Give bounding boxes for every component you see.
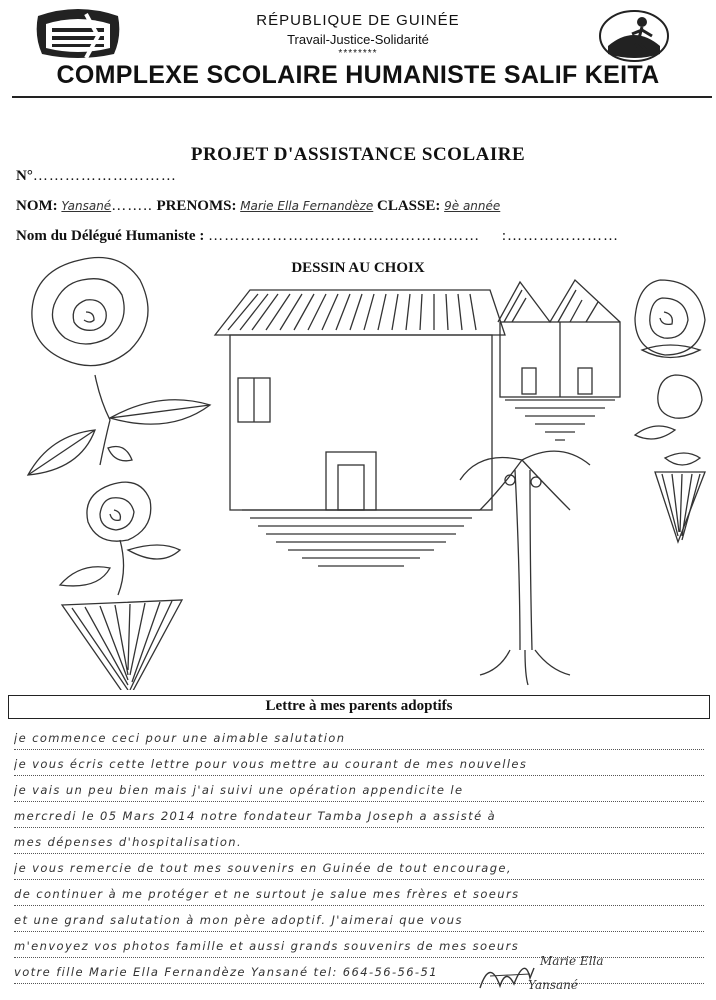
- rose-right-icon: [635, 280, 705, 465]
- country-name: RÉPUBLIQUE DE GUINÉE: [256, 12, 460, 29]
- form-title: PROJET D'ASSISTANCE SCOLAIRE: [190, 144, 526, 165]
- prenoms-value: Marie Ella Fernandèze: [240, 199, 374, 213]
- letter-line: je vous remercie de tout mes souvenirs en Guinée de tout encourage,: [14, 854, 704, 880]
- delegue-row: [16, 228, 619, 245]
- pencil-drawing: [10, 250, 710, 690]
- header-divider: [12, 96, 712, 98]
- house-icon: [215, 290, 505, 566]
- header-stars: ********: [338, 48, 378, 59]
- leaf-icon: [28, 400, 210, 475]
- identity-row: [16, 198, 500, 215]
- number-label: N°: [16, 168, 33, 184]
- number-dots: ………………………: [32, 168, 177, 184]
- letter-line: votre fille Marie Ella Fernandèze Yansané tel: 664-56-56-51: [14, 958, 704, 984]
- palm-tree-icon: [460, 451, 590, 685]
- letter-line: je vais un peu bien mais j'ai suivi une opération appendicite le: [14, 776, 704, 802]
- school-name: COMPLEXE SCOLAIRE HUMANISTE SALIF KEITA: [56, 61, 660, 89]
- letter-line: m'envoyez vos photos famille et aussi grands souvenirs de mes soeurs: [14, 932, 704, 958]
- delegue-dots: ……………………………………………: [208, 228, 481, 244]
- delegue-dots-2: :…………………: [501, 228, 619, 244]
- vase-right-icon: [655, 472, 705, 542]
- letter-title: Lettre à mes parents adoptifs: [265, 698, 453, 714]
- letter-line: mercredi le 05 Mars 2014 notre fondateur Tamba Joseph a assisté à: [14, 802, 704, 828]
- signature: [470, 948, 640, 998]
- letter-line: de continuer à me protéger et ne surtout je salue mes frères et soeurs: [14, 880, 704, 906]
- classe-value: 9è année: [444, 199, 501, 213]
- signature-name: Marie Ella: [540, 954, 604, 968]
- letter-line: je vous écris cette lettre pour vous mettre au courant de mes nouvelles: [14, 750, 704, 776]
- nom-dots: ……..: [111, 198, 153, 214]
- nom-label: NOM:: [16, 198, 58, 214]
- drawing-title: DESSIN AU CHOIX: [291, 260, 425, 276]
- classe-label: CLASSE:: [377, 198, 441, 214]
- rose-middle-left-icon: [60, 482, 180, 595]
- letter-body: [14, 724, 704, 984]
- letter-line: je commence ceci pour une aimable salutation: [14, 724, 704, 750]
- country-motto: Travail-Justice-Solidarité: [287, 32, 429, 47]
- signature-surname: Yansané: [528, 978, 579, 992]
- vase-left-icon: [62, 600, 182, 690]
- nom-value: Yansané: [61, 199, 112, 213]
- letter-line: et une grand salutation à mon père adoptif. J'aimerai que vous: [14, 906, 704, 932]
- delegue-label: Nom du Délégué Humaniste :: [16, 228, 205, 244]
- annex-building-icon: [498, 280, 620, 440]
- letter-line: mes dépenses d'hospitalisation.: [14, 828, 704, 854]
- number-field: [16, 168, 177, 185]
- prenoms-label: PRENOMS:: [156, 198, 237, 214]
